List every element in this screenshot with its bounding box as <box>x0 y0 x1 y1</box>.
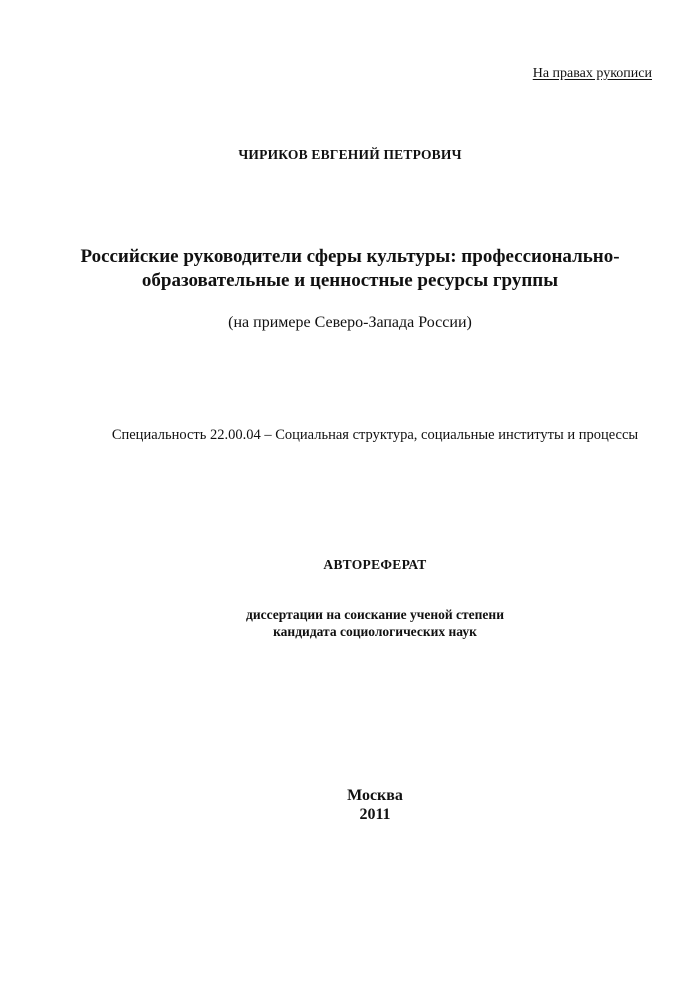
degree-line-2: кандидата социологических наук <box>273 624 477 639</box>
title-line-1: Российские руководители сферы культуры: профессионально- <box>80 246 620 267</box>
year: 2011 <box>359 806 391 823</box>
dissertation-subtitle: (на примере Северо-Запада России) <box>228 314 472 331</box>
title-line-2: образовательные и ценностные ресурсы группы <box>141 270 559 291</box>
place-and-year <box>0 786 700 824</box>
manuscript-note: На правах рукописи <box>532 66 652 81</box>
author-name: ЧИРИКОВ ЕВГЕНИЙ ПЕТРОВИЧ <box>238 147 462 162</box>
abstract-label: АВТОРЕФЕРАТ <box>323 557 427 572</box>
degree-description <box>0 606 700 640</box>
degree-line-1: диссертации на соискание ученой степени <box>246 607 504 622</box>
city: Москва <box>347 787 403 804</box>
dissertation-title <box>60 245 640 293</box>
specialty-line: Специальность 22.00.04 – Социальная структура, социальные институты и процессы <box>111 427 639 443</box>
